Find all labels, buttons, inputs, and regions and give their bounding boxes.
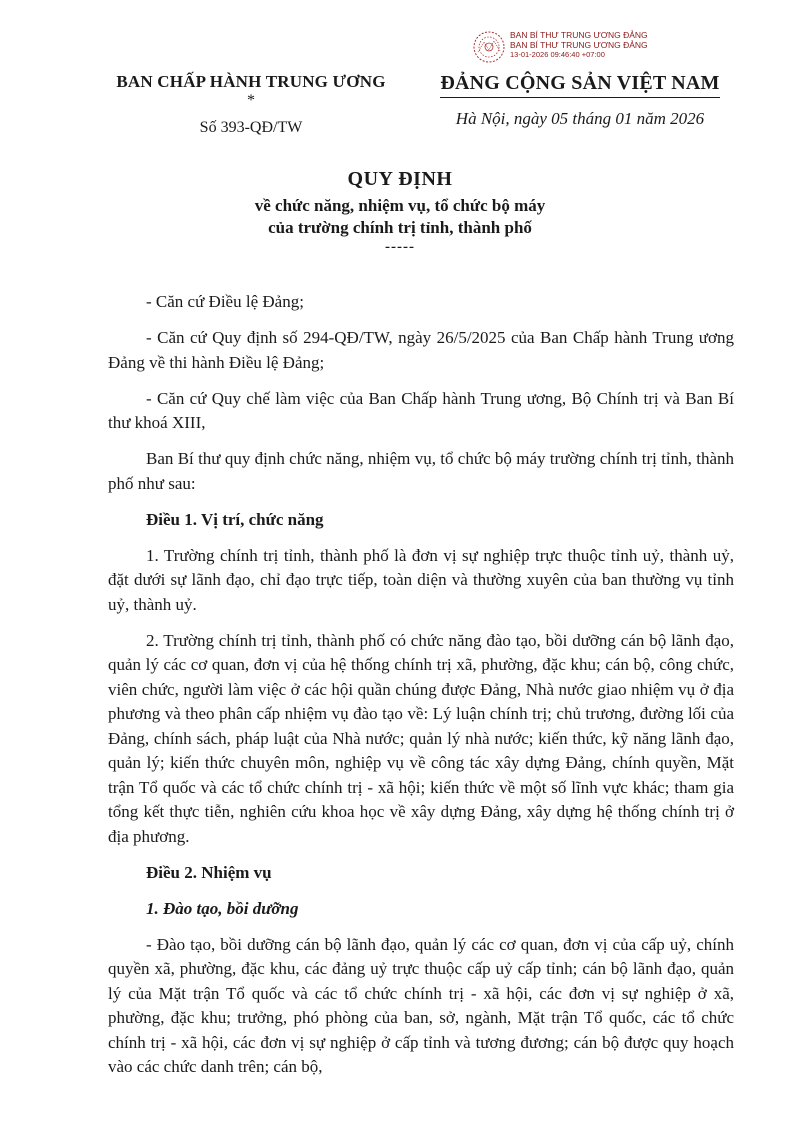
title-separator: -----	[385, 239, 415, 255]
article-2-clause-1: - Đào tạo, bồi dưỡng cán bộ lãnh đạo, quản lý các cơ quan, đơn vị của cấp uỷ, chính quyền xã, phường, đặc khu, các đảng uỷ trực thuộc cấp uỷ cấp tỉnh; cán bộ lãnh đạo, quản lý của Mặt trận Tổ quốc và các tổ chức chính trị - xã hội, các đơn vị sự nghiệp ở xã, phường, đặc khu; trưởng, phó phòng của ban, sở, ngành, Mặt trận Tổ quốc, các tổ chức chính trị - xã hội, các đơn vị sự nghiệp ở cấp tỉnh và tương đương; cán bộ được quy hoạch vào các chức danh trên; cán bộ,	[108, 934, 734, 1076]
seal-icon	[472, 30, 506, 64]
stamp-line-1: BAN BÍ THƯ TRUNG ƯƠNG ĐẢNG	[510, 30, 648, 40]
issuer-block	[96, 72, 406, 137]
preamble-1: - Căn cứ Điều lệ Đảng;	[146, 292, 304, 311]
document-subtitle-1: về chức năng, nhiệm vụ, tổ chức bộ máy	[254, 196, 546, 215]
article-1-clause-1: 1. Trường chính trị tỉnh, thành phố là đơn vị sự nghiệp trực thuộc tỉnh uỷ, thành uỷ, đặt dưới sự lãnh đạo, chỉ đạo trực tiếp, toàn diện và thường xuyên của ban thường vụ tỉnh uỷ, thành uỷ.	[108, 545, 734, 614]
document-body	[108, 290, 734, 1091]
stamp-timestamp: 13-01-2026 09:46:40 +07:00	[510, 50, 605, 59]
issuer-star: *	[247, 92, 255, 109]
preamble-3: - Căn cứ Quy chế làm việc của Ban Chấp hành Trung ương, Bộ Chính trị và Ban Bí thư khoá XIII,	[108, 388, 734, 432]
document-subtitle-2: của trường chính trị tỉnh, thành phố	[268, 218, 532, 237]
title-block	[0, 168, 800, 256]
preamble-2: - Căn cứ Quy định số 294-QĐ/TW, ngày 26/5/2025 của Ban Chấp hành Trung ương Đảng về thi hành Điều lệ Đảng;	[108, 328, 734, 372]
document-title: QUY ĐỊNH	[347, 168, 453, 190]
preamble-4: Ban Bí thư quy định chức năng, nhiệm vụ, tổ chức bộ máy trường chính trị tỉnh, thành phố như sau:	[108, 449, 734, 493]
stamp-line-2: BAN BÍ THƯ TRUNG ƯƠNG ĐẢNG	[510, 40, 648, 50]
document-number: Số 393-QĐ/TW	[199, 119, 303, 136]
article-2-heading: Điều 2. Nhiệm vụ	[146, 862, 272, 882]
party-block	[412, 72, 748, 129]
digital-signature-stamp	[472, 28, 672, 68]
dateline: Hà Nội, ngày 05 tháng 01 năm 2026	[455, 109, 705, 128]
issuer-name: BAN CHẤP HÀNH TRUNG ƯƠNG	[116, 72, 386, 91]
party-name: ĐẢNG CỘNG SẢN VIỆT NAM	[440, 72, 719, 98]
article-1-heading: Điều 1. Vị trí, chức năng	[146, 509, 324, 529]
article-2-subheading-1: 1. Đào tạo, bồi dưỡng	[146, 898, 299, 918]
stamp-text	[510, 30, 648, 60]
article-1-clause-2: 2. Trường chính trị tỉnh, thành phố có chức năng đào tạo, bồi dưỡng cán bộ lãnh đạo, quản lý các cơ quan, đơn vị của hệ thống chính trị xã, phường, đặc khu; cán bộ, công chức, viên chức, người làm việc ở các hội quần chúng được Đảng, Nhà nước giao nhiệm vụ ở địa phương và theo phân cấp nhiệm vụ đào tạo về: Lý luận chính trị; chủ trương, đường lối của Đảng, chính sách, pháp luật của Nhà nước; quản lý nhà nước; kiến thức, kỹ năng lãnh đạo, quản lý; kiến thức chuyên môn, nghiệp vụ về công tác xây dựng Đảng, chính quyền, Mặt trận Tổ quốc và các tổ chức chính trị - xã hội; kiến thức về một số lĩnh vực khác; tham gia tổng kết thực tiễn, nghiên cứu khoa học về xây dựng Đảng, xây dựng hệ thống chính trị ở địa phương.	[108, 630, 734, 846]
